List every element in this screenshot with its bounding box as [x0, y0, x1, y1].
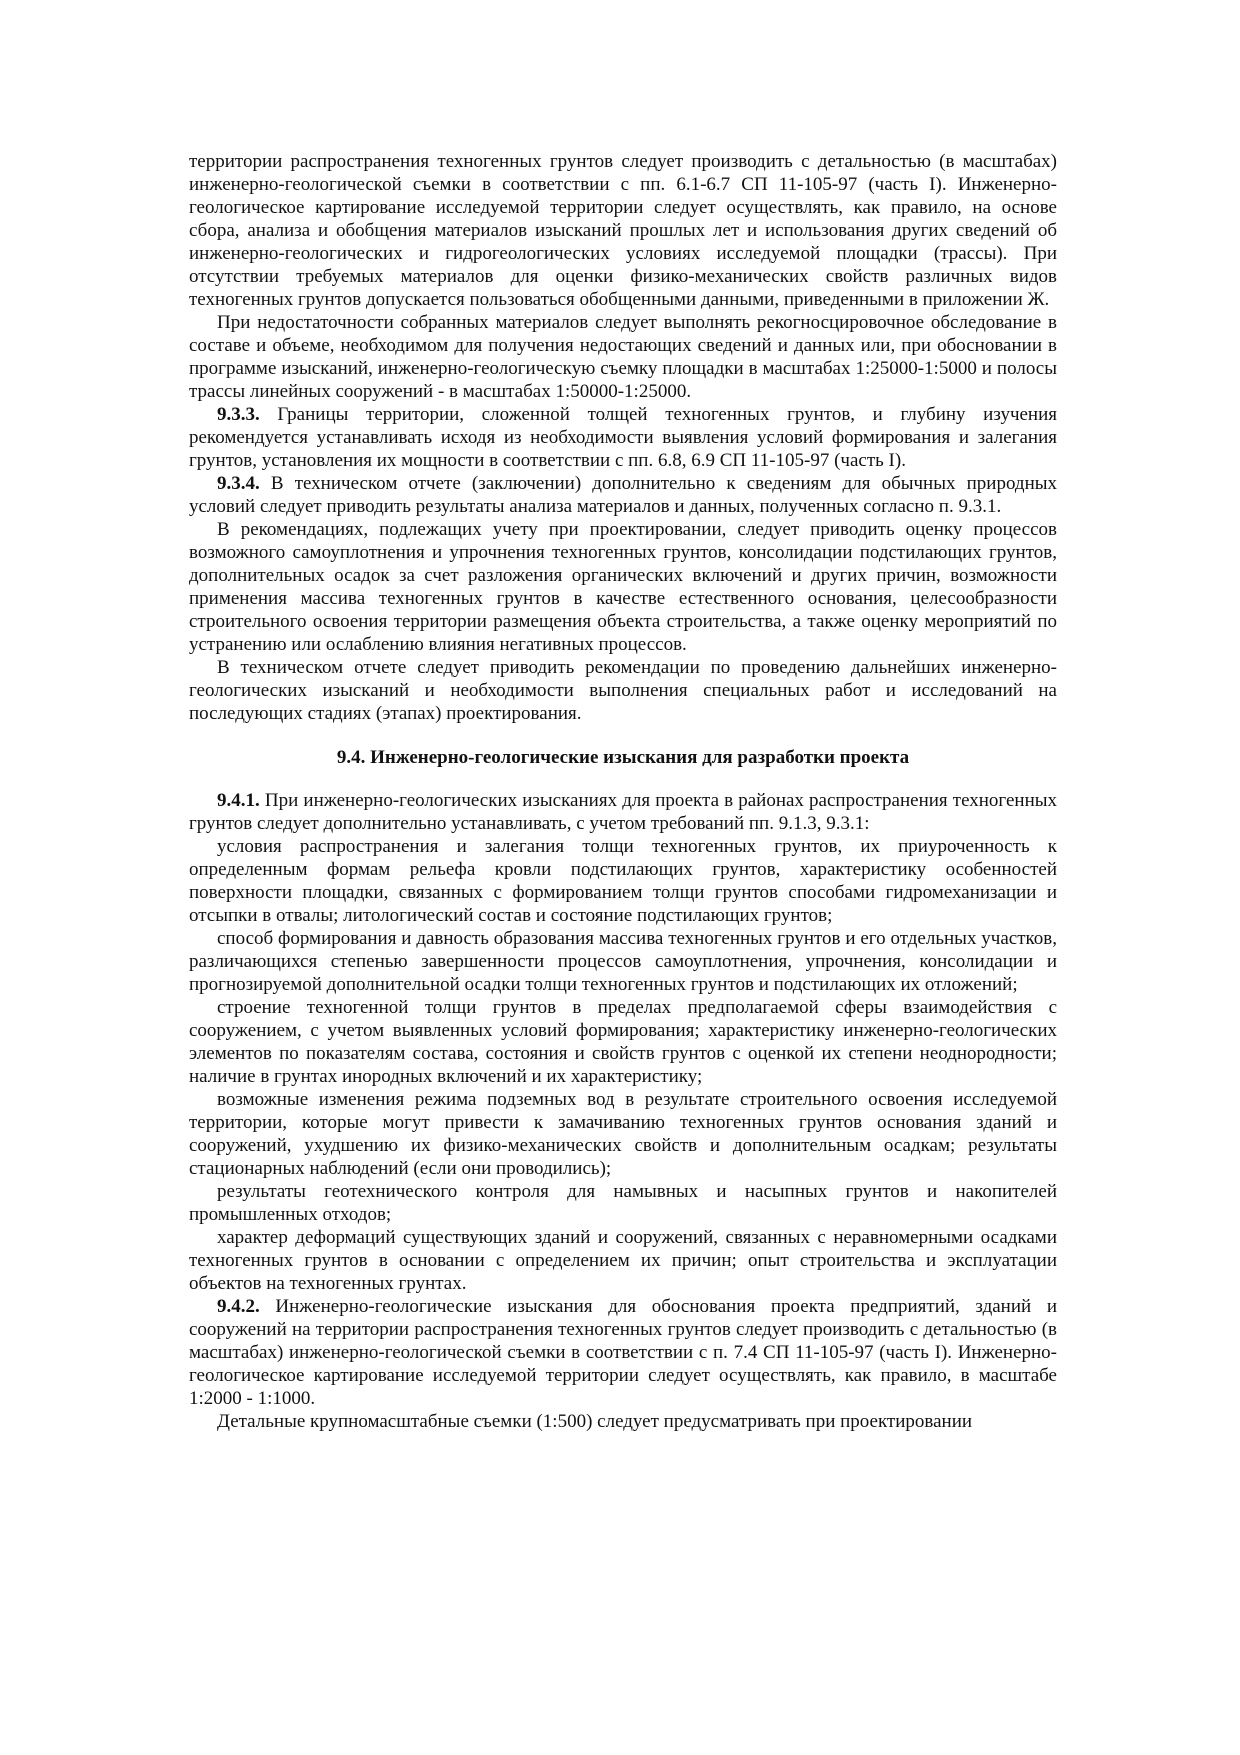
paragraph [189, 656, 1057, 725]
paragraph-text: способ формирования и давность образования массива техногенных грунтов и его отдельных участков, различающихся степенью завершенности процессов самоуплотнения, упрочнения, консолидации и прогнозируемой дополнительной осадки толщи техногенных грунтов и подстилающих их отложений; [189, 928, 1057, 995]
paragraph-text: возможные изменения режима подземных вод в результате строительного освоения исследуемой территории, которые могут привести к замачиванию техногенных грунтов основания зданий и сооружений, ухудшению их физико-механических свойств и дополнительным осадкам; результаты стационарных наблюдений (если они проводились); [189, 1089, 1057, 1179]
list-item [189, 1226, 1057, 1295]
paragraph-text: строение техногенной толщи грунтов в пределах предполагаемой сферы взаимодействия с сооружением, с учетом выявленных условий формирования; характеристику инженерно-геологических элементов по показателям состава, состояния и свойств грунтов с оценкой их степени неоднородности; наличие в грунтах инородных включений и их характеристику; [189, 997, 1057, 1087]
clause-number: 9.4.1. [217, 790, 260, 811]
paragraph-text: В техническом отчете следует приводить рекомендации по проведению дальнейших инженерно-геологических изысканий и необходимости выполнения специальных работ и исследований на последующих стадиях (этапах) проектирования. [189, 657, 1057, 724]
paragraph-text: Границы территории, сложенной толщей техногенных грунтов, и глубину изучения рекомендуется устанавливать исходя из необходимости выявления условий формирования и залегания грунтов, установления их мощности в соответствии с пп. 6.8, 6.9 СП 11-105-97 (часть I). [189, 404, 1058, 471]
list-item [189, 996, 1057, 1088]
paragraph-text: Детальные крупномасштабные съемки (1:500) следует предусматривать при проектировании [217, 1411, 973, 1432]
clause-9-4-2 [189, 1295, 1057, 1410]
list-item [189, 1180, 1057, 1226]
paragraph-continued [189, 150, 1057, 311]
paragraph [189, 311, 1057, 403]
list-item [189, 1088, 1057, 1180]
clause-number: 9.3.4. [217, 473, 260, 494]
list-item [189, 835, 1057, 927]
document-page [189, 150, 1057, 1433]
paragraph-text: результаты геотехнического контроля для намывных и насыпных грунтов и накопителей промышленных отходов; [189, 1181, 1057, 1225]
paragraph-text: В рекомендациях, подлежащих учету при проектировании, следует приводить оценку процессов возможного самоуплотнения и упрочнения техногенных грунтов, консолидации подстилающих грунтов, дополнительных осадок за счет разложения органических включений и других причин, возможности применения массива техногенных грунтов в качестве естественного основания, целесообразности строительного освоения территории размещения объекта строительства, а также оценку мероприятий по устранению или ослаблению влияния негативных процессов. [189, 519, 1057, 655]
paragraph-text: Инженерно-геологические изыскания для обоснования проекта предприятий, зданий и сооружений на территории распространения техногенных грунтов следует производить с детальностью (в масштабах) инженерно-геологической съемки в соответствии с п. 7.4 СП 11-105-97 (часть I). Инженерно-геологическое картирование исследуемой территории следует осуществлять, как правило, в масштабе 1:2000 - 1:1000. [189, 1296, 1058, 1409]
clause-9-3-4 [189, 472, 1057, 518]
paragraph [189, 1410, 1057, 1433]
paragraph-text: При инженерно-геологических изысканиях для проекта в районах распространения техногенных грунтов следует дополнительно устанавливать, с учетом требований пп. 9.1.3, 9.3.1: [189, 790, 1058, 834]
section-heading: 9.4. Инженерно-геологические изыскания для разработки проекта [336, 747, 910, 768]
clause-number: 9.3.3. [217, 404, 260, 425]
clause-9-3-3 [189, 403, 1057, 472]
paragraph-text: В техническом отчете (заключении) дополнительно к сведениям для обычных природных условий следует приводить результаты анализа материалов и данных, полученных согласно п. 9.3.1. [189, 473, 1058, 517]
list-item [189, 927, 1057, 996]
paragraph [189, 518, 1057, 656]
paragraph-text: территории распространения техногенных грунтов следует производить с детальностью (в масштабах) инженерно-геологической съемки в соответствии с пп. 6.1-6.7 СП 11-105-97 (часть I). Инженерно-геологическое картирование исследуемой территории следует осуществлять, как правило, на основе сбора, анализа и обобщения материалов изысканий прошлых лет и использования других сведений об инженерно-геологических и гидрогеологических условиях исследуемой площадки (трассы). При отсутствии требуемых материалов для оценки физико-механических свойств различных видов техногенных грунтов допускается пользоваться обобщенными данными, приведенными в приложении Ж. [189, 151, 1057, 310]
paragraph-text: условия распространения и залегания толщи техногенных грунтов, их приуроченность к определенным формам рельефа кровли подстилающих грунтов, характеристику особенностей поверхности площадки, связанных с формированием толщи грунтов способами гидромеханизации и отсыпки в отвалы; литологический состав и состояние подстилающих грунтов; [189, 836, 1057, 926]
clause-number: 9.4.2. [217, 1296, 260, 1317]
paragraph-text: При недостаточности собранных материалов следует выполнять рекогносцировочное обследование в составе и объеме, необходимом для получения недостающих сведений и данных или, при обосновании в программе изысканий, инженерно-геологическую съемку площадки в масштабах 1:25000-1:5000 и полосы трассы линейных сооружений - в масштабах 1:50000-1:25000. [189, 312, 1057, 402]
clause-9-4-1 [189, 789, 1057, 835]
paragraph-text: характер деформаций существующих зданий и сооружений, связанных с неравномерными осадками техногенных грунтов в основании с определением их причин; опыт строительства и эксплуатации объектов на техногенных грунтах. [189, 1227, 1057, 1294]
